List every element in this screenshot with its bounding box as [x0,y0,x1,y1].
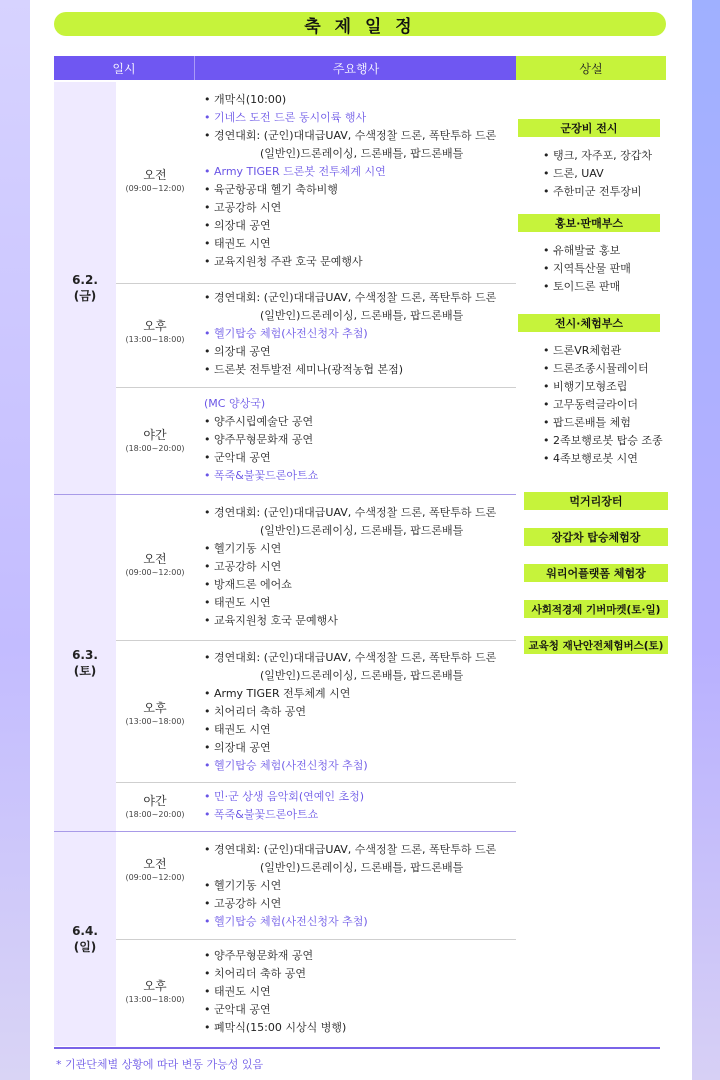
slot-label: 야간 (18:00~20:00) [125,794,185,819]
event-item: • 경연대회: (군인)대대급UAV, 수색정찰 드론, 폭탄투하 드론 [204,291,497,304]
event-item: • 고공강하 시연 [204,560,282,573]
permanent-section-title: 홍보·판매부스 [518,214,660,232]
background-left [0,0,30,1080]
event-item: • 헬기기동 시연 [204,542,282,555]
permanent-item: • 드론, UAV [543,167,604,180]
event-item: (일반인)드론레이싱, 드론배틀, 팝드론배틀 [260,524,464,537]
slot-label: 오전 (09:00~12:00) [125,857,185,882]
event-item: • 방재드론 에어쇼 [204,578,292,591]
venue-pill: 워리어플랫폼 체험장 [524,564,668,582]
venue-pill: 교육청 재난안전체험버스(토) [524,636,668,654]
venue-pill: 장갑차 탑승체험장 [524,528,668,546]
event-item: • 헬기탑승 체험(사전신청자 추첨) [204,915,368,928]
event-item: • 의장대 공연 [204,219,271,232]
slot-label: 오후 (13:00~18:00) [125,319,185,344]
venue-pill: 먹거리장터 [524,492,668,510]
table-bottom-border [54,1047,660,1049]
slot-label: 오전 (09:00~12:00) [125,168,185,193]
slot-divider [116,782,516,783]
slot-divider [116,640,516,641]
permanent-item: • 2족보행로봇 탑승 조종 [543,434,663,447]
permanent-item: • 팝드론배틀 체험 [543,416,631,429]
permanent-item: • 주한미군 전투장비 [543,185,642,198]
permanent-item: • 고무동력글라이더 [543,398,638,411]
day-label: 6.2. (금) [54,82,116,494]
event-item: (일반인)드론레이싱, 드론배틀, 팝드론배틀 [260,861,464,874]
slot-divider [116,939,516,940]
permanent-item: • 드론VR체험관 [543,344,622,357]
event-item: • 폭죽&불꽃드론아트쇼 [204,808,319,821]
event-item: • 군악대 공연 [204,1003,271,1016]
page-title: 축 제 일 정 [54,12,666,36]
footnote: * 기관단체별 상황에 따라 변동 가능성 있음 [56,1058,264,1071]
slot-label: 오후 (13:00~18:00) [125,701,185,726]
event-item: • 폭죽&불꽃드론아트쇼 [204,469,319,482]
event-item: • 양주무형문화재 공연 [204,433,314,446]
event-item: • 경연대회: (군인)대대급UAV, 수색정찰 드론, 폭탄투하 드론 [204,843,497,856]
venue-pill: 사회적경제 기버마켓(토·일) [524,600,668,618]
permanent-item: • 토이드론 판매 [543,280,621,293]
event-item: • 양주시립예술단 공연 [204,415,314,428]
event-item: • 태권도 시연 [204,985,271,998]
event-item: • 고공강하 시연 [204,897,282,910]
day-divider [54,831,516,832]
event-item: (일반인)드론레이싱, 드론배틀, 팝드론배틀 [260,669,464,682]
permanent-item: • 비행기모형조립 [543,380,628,393]
permanent-item: • 탱크, 자주포, 장갑차 [543,149,652,162]
event-item: • 교육지원청 호국 문예행사 [204,614,338,627]
event-item: • 태권도 시연 [204,723,271,736]
event-item: • 경연대회: (군인)대대급UAV, 수색정찰 드론, 폭탄투하 드론 [204,129,497,142]
background-right [692,0,720,1080]
slot-divider [116,283,516,284]
event-item: • 헬기탑승 체험(사전신청자 추첨) [204,327,368,340]
event-item: • 교육지원청 주관 호국 문예행사 [204,255,363,268]
day-label: 6.3. (토) [54,495,116,831]
slot-label: 오전 (09:00~12:00) [125,552,185,577]
header-main-events: 주요행사 [194,56,517,80]
event-item: • 헬기탑승 체험(사전신청자 추첨) [204,759,368,772]
permanent-item: • 4족보행로봇 시연 [543,452,638,465]
event-item: • 고공강하 시연 [204,201,282,214]
event-item: • 태권도 시연 [204,596,271,609]
slot-label: 오후 (13:00~18:00) [125,979,185,1004]
event-item: • 태권도 시연 [204,237,271,250]
event-item: • 기네스 도전 드론 동시이륙 행사 [204,111,367,124]
event-item: • 의장대 공연 [204,345,271,358]
event-item: • Army TIGER 드론봇 전투체계 시연 [204,165,386,178]
event-item: • 육군항공대 헬기 축하비행 [204,183,338,196]
event-item: • 경연대회: (군인)대대급UAV, 수색정찰 드론, 폭탄투하 드론 [204,506,497,519]
event-item: • 치어리더 축하 공연 [204,705,306,718]
event-item: • 개막식(10:00) [204,93,287,106]
event-item: (일반인)드론레이싱, 드론배틀, 팝드론배틀 [260,147,464,160]
event-item: • 민·군 상생 음악회(연예인 초청) [204,790,365,803]
event-item: • 치어리더 축하 공연 [204,967,306,980]
day-label: 6.4. (일) [54,832,116,1046]
event-item: • Army TIGER 전투체계 시연 [204,687,351,700]
event-item: (일반인)드론레이싱, 드론배틀, 팝드론배틀 [260,309,464,322]
header-date: 일시 [54,56,194,80]
permanent-section-title: 전시·체험부스 [518,314,660,332]
permanent-section-title: 군장비 전시 [518,119,660,137]
event-item: • 드론봇 전투발전 세미나(광적농협 본점) [204,363,404,376]
event-item: • 군악대 공연 [204,451,271,464]
event-item: (MC 양상국) [204,397,266,410]
permanent-item: • 유해발굴 홍보 [543,244,621,257]
event-item: • 폐막식(15:00 시상식 병행) [204,1021,347,1034]
event-item: • 의장대 공연 [204,741,271,754]
event-item: • 헬기기동 시연 [204,879,282,892]
header-permanent: 상설 [516,56,666,80]
permanent-item: • 지역특산물 판매 [543,262,631,275]
event-item: • 양주무형문화재 공연 [204,949,314,962]
slot-label: 야간 (18:00~20:00) [125,428,185,453]
event-item: • 경연대회: (군인)대대급UAV, 수색정찰 드론, 폭탄투하 드론 [204,651,497,664]
day-divider [54,494,516,495]
slot-divider [116,387,516,388]
permanent-item: • 드론조종시뮬레이터 [543,362,649,375]
